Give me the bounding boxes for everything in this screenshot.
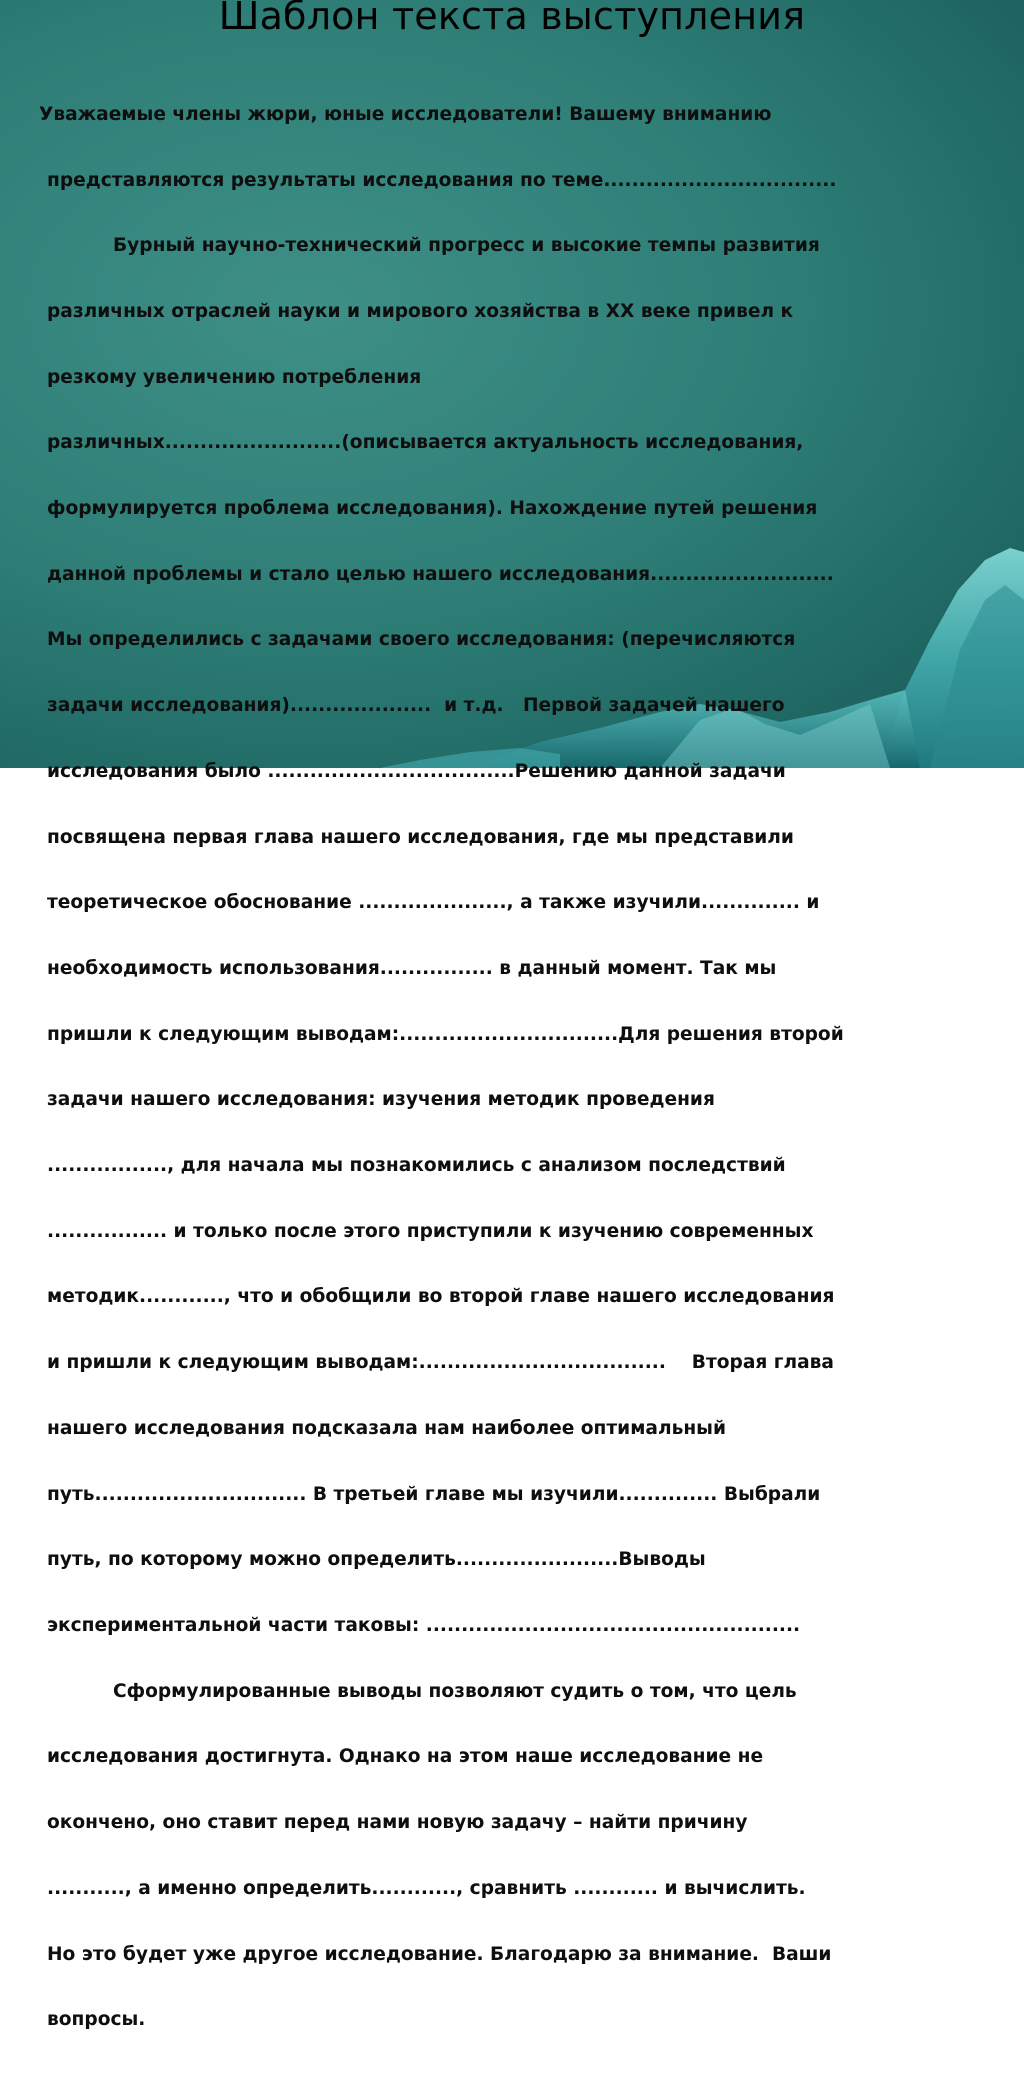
text-line: ..........., а именно определить............, сравнить ............ и вычислить.: [47, 1877, 806, 1899]
text-line: резкому увеличению потребления: [47, 366, 422, 388]
text-line: экспериментальной части таковы: .....................................................: [47, 1614, 801, 1636]
text-line: ................. и только после этого приступили к изучению современных: [47, 1220, 814, 1242]
text-line: пришли к следующим выводам:...............................Для решения второй: [47, 1023, 844, 1045]
text-line: посвящена первая глава нашего исследования, где мы представили: [47, 826, 794, 848]
text-line: теоретическое обоснование ....................., а также изучили.............. и: [47, 892, 820, 914]
text-line: данной проблемы и стало целью нашего исследования..........................: [47, 563, 834, 585]
speech-template-text: [39, 60, 1012, 2075]
text-line: вопросы.: [47, 2009, 146, 2031]
text-line: Но это будет уже другое исследование. Благодарю за внимание. Ваши: [47, 1943, 832, 1965]
text-line: различных отраслей науки и мирового хозяйства в XX веке привел к: [47, 300, 794, 322]
text-line: и пришли к следующим выводам:................................... Вторая глава: [47, 1352, 834, 1374]
text-line: необходимость использования................ в данный момент. Так мы: [47, 957, 777, 979]
text-line: задачи исследования).................... и т.д. Первой задачей нашего: [47, 695, 785, 717]
slide-title: Шаблон текста выступления: [218, 0, 806, 38]
text-line: Уважаемые члены жюри, юные исследователи! Вашему вниманию: [39, 103, 772, 125]
text-line: исследования достигнута. Однако на этом наше исследование не: [47, 1746, 764, 1768]
text-line: путь, по которому можно определить.......................Выводы: [47, 1549, 706, 1571]
text-line: исследования было ...................................Решению данной задачи: [47, 760, 786, 782]
text-line: Бурный научно-технический прогресс и высокие темпы развития: [113, 235, 820, 257]
text-line: ................., для начала мы познакомились с анализом последствий: [47, 1155, 786, 1177]
text-line: Сформулированные выводы позволяют судить о том, что цель: [113, 1680, 797, 1702]
text-line: окончено, оно ставит перед нами новую задачу – найти причину: [47, 1812, 748, 1834]
text-line: представляются результаты исследования по теме.................................: [47, 169, 837, 191]
text-line: методик............, что и обобщили во второй главе нашего исследования: [47, 1286, 835, 1308]
text-line: задачи нашего исследования: изучения методик проведения: [47, 1089, 715, 1111]
text-line: различных.........................(описывается актуальность исследования,: [47, 432, 804, 454]
text-line: формулируется проблема исследования). Нахождение путей решения: [47, 498, 818, 520]
text-line: путь.............................. В третьей главе мы изучили.............. Выбрали: [47, 1483, 821, 1505]
text-line: Мы определились с задачами своего исследования: (перечисляются: [47, 629, 796, 651]
text-line: нашего исследования подсказала нам наиболее оптимальный: [47, 1417, 727, 1439]
